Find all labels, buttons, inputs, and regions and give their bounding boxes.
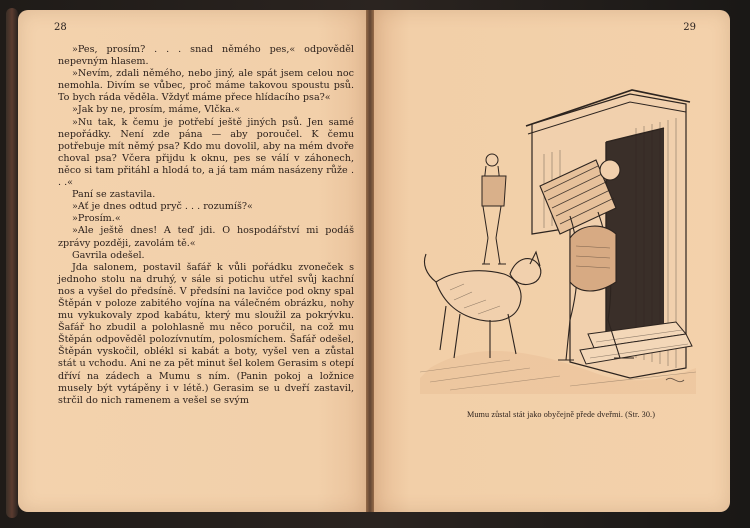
book-binding-edge — [6, 8, 18, 518]
illustration — [420, 68, 702, 394]
left-page-text — [58, 44, 354, 407]
right-page-number: 29 — [683, 22, 696, 33]
dog — [424, 252, 540, 358]
paragraph: »Pes, prosím? . . . snad němého pes,« odpověděl nepevným hlasem. — [58, 44, 354, 68]
paragraph: »Nevím, zdali němého, nebo jiný, ale spát jsem celou noc nemohla. Divím se vůbec, proč máme takovou spoustu psů. To bych ráda věděla. Vždyť máme přece hlídacího psa?« — [58, 68, 354, 104]
paragraph: Gavrila odešel. — [72, 249, 145, 261]
book-gutter — [366, 10, 374, 512]
left-page-number: 28 — [54, 22, 67, 33]
paragraph: Paní se zastavila. — [72, 189, 156, 201]
background-figure — [482, 154, 506, 264]
right-page — [374, 10, 730, 512]
left-page — [18, 10, 366, 512]
illustration-drawing — [420, 68, 702, 394]
paragraph: »Ať je dnes odtud pryč . . . rozumíš?« — [72, 201, 253, 213]
illustration-caption: Mumu zůstal stát jako obyčejně přede dveřmi. (Str. 30.) — [466, 410, 656, 419]
paragraph: »Ale ještě dnes! A teď jdi. O hospodářství mi podáš zprávy později, zavolám tě.« — [58, 225, 354, 249]
paragraph: Jda salonem, postavil šafář k vůli pořádku zvoneček s jednoho stolu na druhý, v sále si potichu utřel svůj kachní nos a vyšel do předsíně. V předsíni na lavičce pod okny spal Štěpán v poloze zabitého vojína na válečném obrázku, nohy mu vykukovaly zpod kabátu, který mu sloužil za pokrývku. Šafář ho zbudil a polohlasně mu něco poručil, na což mu Štěpán odpověděl polozívnutím, polosmíchem. Šafář odešel, Štěpán vyskočil, oblékl si kabát a boty, vyšel ven a zůstal stát u vchodu. Ani ne za pět minut šel kolem Gerasim s otepí dříví na zádech a Mumu s ním. (Panin pokoj a ložnice musely být vytápěny i v létě.) Gerasim se u dveří zastavil, strčil do nich ramenem a vešel se svým — [58, 261, 354, 406]
paragraph: »Nu tak, k čemu je potřebí ještě jiných psů. Jen samé nepořádky. Není zde pána — aby poroučel. K čemu potřebuje mít němý psa? Kdo mu dovolil, aby na mém dvoře choval psa? Včera přijdu k oknu, pes se válí v záhonech, něco si tam přitáhl a hlodá to, a já tam mám nasázeny růže . . .« — [58, 116, 354, 189]
paragraph: »Jak by ne, prosím, máme, Vlčka.« — [72, 104, 241, 116]
paragraph: »Prosím.« — [72, 213, 121, 225]
